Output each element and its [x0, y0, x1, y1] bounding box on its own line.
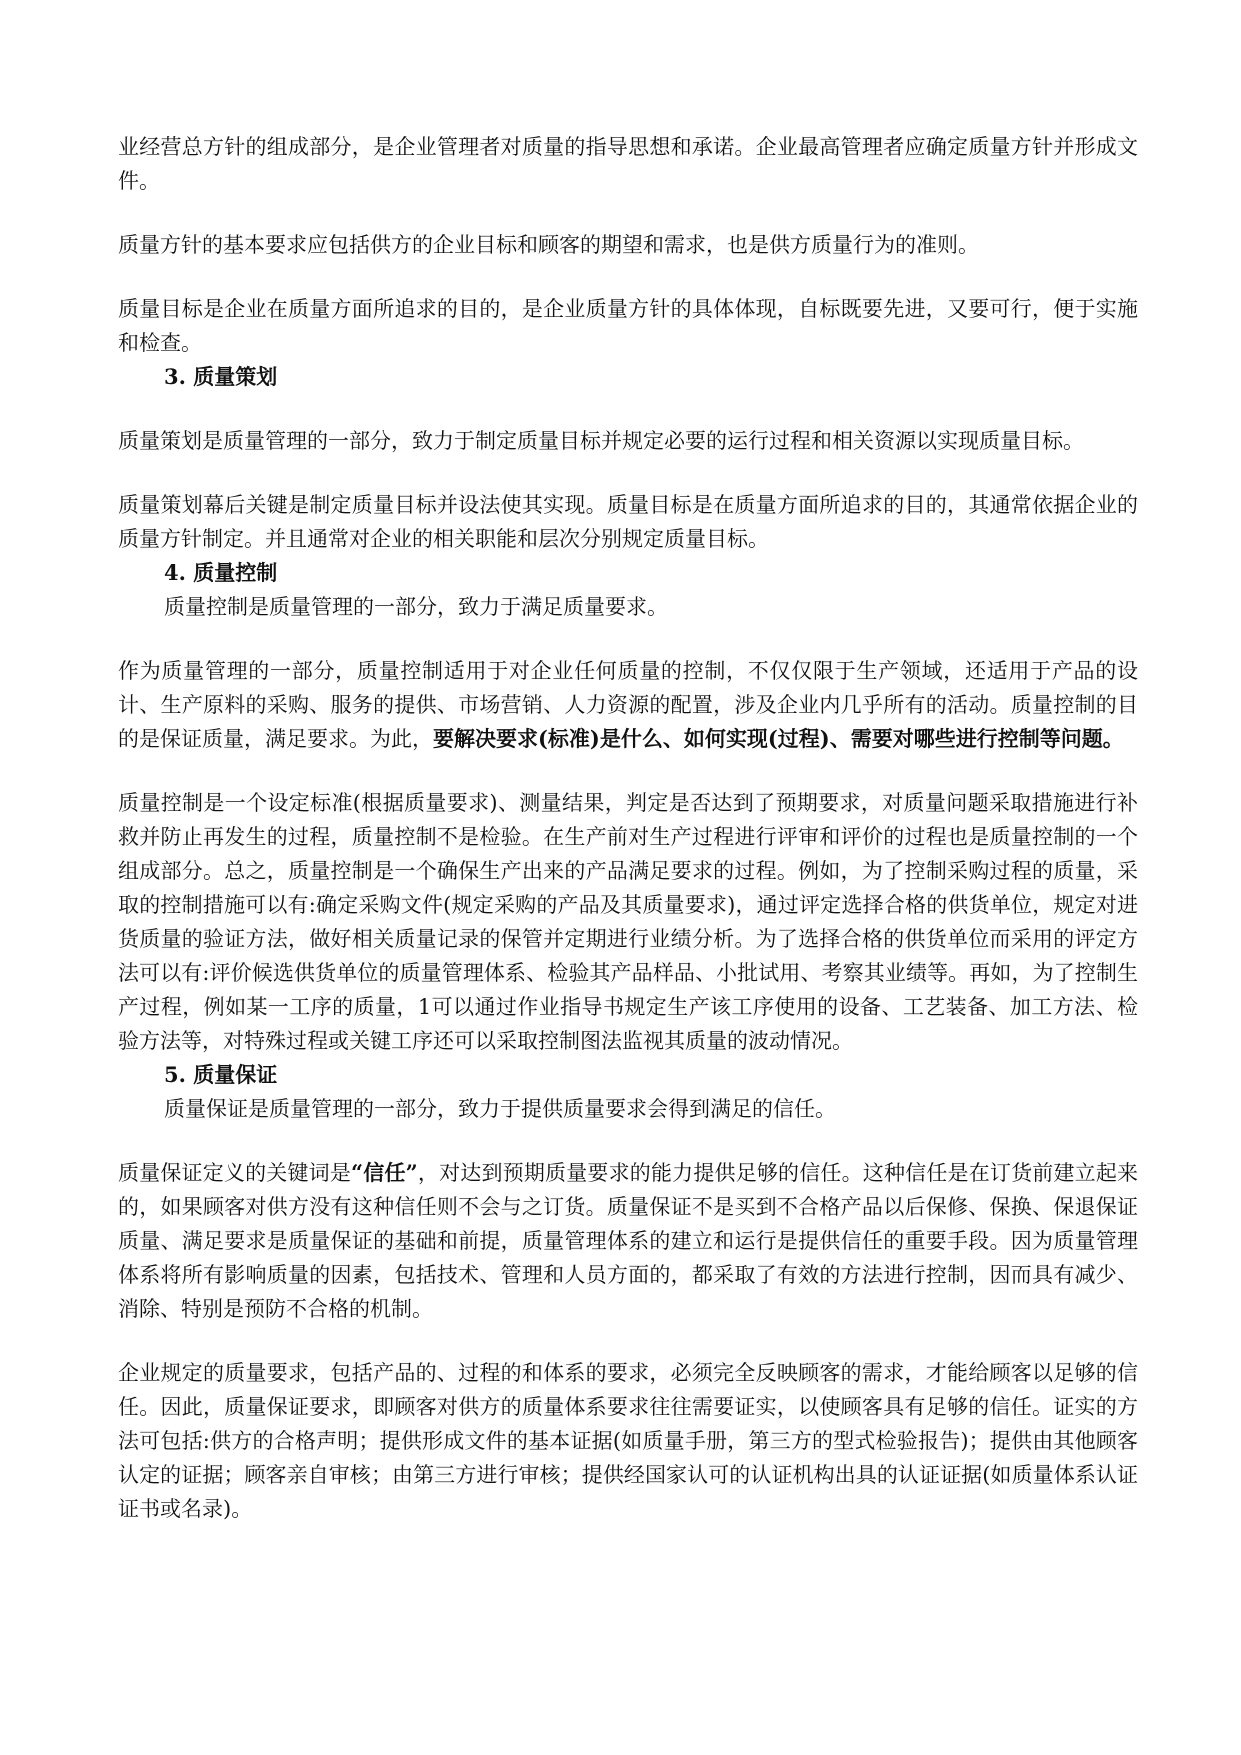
paragraph-quality-assurance-trust [118, 1156, 1138, 1326]
paragraph-quality-assurance-definition: 质量保证是质量管理的一部分，致力于提供质量要求会得到满足的信任。 [164, 1097, 836, 1121]
quality-control-scope-emphasis: 要解决要求(标准)是什么、如何实现(过程)、需要对哪些进行控制等问题。 [433, 726, 1124, 751]
heading-quality-planning: 3. 质量策划 [164, 364, 278, 389]
paragraph-quality-control-definition: 质量控制是质量管理的一部分，致力于满足质量要求。 [164, 595, 668, 619]
heading-quality-control: 4. 质量控制 [164, 560, 278, 585]
paragraph-quality-control-scope [118, 654, 1138, 756]
paragraph-quality-objectives: 质量目标是企业在质量方面所追求的目的，是企业质量方针的具体体现，自标既要先进，又要可行，便于实施和检查。 [118, 297, 1138, 355]
paragraph-quality-policy-requirements: 质量方针的基本要求应包括供方的企业目标和顾客的期望和需求，也是供方质量行为的准则。 [118, 233, 979, 257]
quality-assurance-trust-text: ，对达到预期质量要求的能力提供足够的信任。这种信任是在订货前建立起来的，如果顾客对供方没有这种信任则不会与之订货。质量保证不是买到不合格产品以后保修、保换、保退保证质量、满足要求是质量保证的基础和前提，质量管理体系的建立和运行是提供信任的重要手段。因为质量管理体系将所有影响质量的因素，包括技术、管理和人员方面的，都采取了有效的方法进行控制，因而具有减少、消除、特别是预防不合格的机制。 [118, 1161, 1139, 1321]
paragraph-quality-planning-definition: 质量策划是质量管理的一部分，致力于制定质量目标并规定必要的运行过程和相关资源以实现质量目标。 [118, 429, 1084, 453]
quality-assurance-trust-lead: 质量保证定义的关键词是 [118, 1161, 352, 1185]
quality-assurance-trust-keyword: “信任” [351, 1160, 418, 1185]
document-body [118, 130, 1138, 1526]
quality-control-scope-text: 作为质量管理的一部分，质量控制适用于对企业任何质量的控制，不仅仅限于生产领域，还适用于产品的设计、生产原料的采购、服务的提供、市场营销、人力资源的配置，涉及企业内几乎所有的活动。质量控制的目的是保证质量，满足要求。为此， [118, 659, 1138, 751]
heading-quality-assurance: 5. 质量保证 [164, 1062, 278, 1087]
paragraph-quality-planning-key: 质量策划幕后关键是制定质量目标并设法使其实现。质量目标是在质量方面所追求的目的，其通常依据企业的质量方针制定。并且通常对企业的相关职能和层次分别规定质量目标。 [118, 493, 1138, 551]
paragraph-quality-assurance-evidence: 企业规定的质量要求，包括产品的、过程的和体系的要求，必须完全反映顾客的需求，才能给顾客以足够的信任。因此，质量保证要求，即顾客对供方的质量体系要求往往需要证实，以使顾客具有足够的信任。证实的方法可包括:供方的合格声明；提供形成文件的基本证据(如质量手册，第三方的型式检验报告)；提供由其他顾客认定的证据；顾客亲自审核；由第三方进行审核；提供经国家认可的认证机构出具的认证证据(如质量体系认证证书或名录)。 [118, 1361, 1138, 1521]
paragraph-quality-control-process: 质量控制是一个设定标准(根据质量要求)、测量结果，判定是否达到了预期要求，对质量问题采取措施进行补救并防止再发生的过程，质量控制不是检验。在生产前对生产过程进行评审和评价的过程也是质量控制的一个组成部分。总之，质量控制是一个确保生产出来的产品满足要求的过程。例如，为了控制采购过程的质量，采取的控制措施可以有:确定采购文件(规定采购的产品及其质量要求)，通过评定选择合格的供货单位，规定对进货质量的验证方法，做好相关质量记录的保管并定期进行业绩分析。为了选择合格的供货单位而采用的评定方法可以有:评价候选供货单位的质量管理体系、检验其产品样品、小批试用、考察其业绩等。再如，为了控制生产过程，例如某一工序的质量，1可以通过作业指导书规定生产该工序使用的设备、工艺装备、加工方法、检验方法等，对特殊过程或关键工序还可以采取控制图法监视其质量的波动情况。 [118, 791, 1138, 1053]
paragraph-quality-policy-part: 业经营总方针的组成部分，是企业管理者对质量的指导思想和承诺。企业最高管理者应确定质量方针并形成文件。 [118, 135, 1138, 193]
